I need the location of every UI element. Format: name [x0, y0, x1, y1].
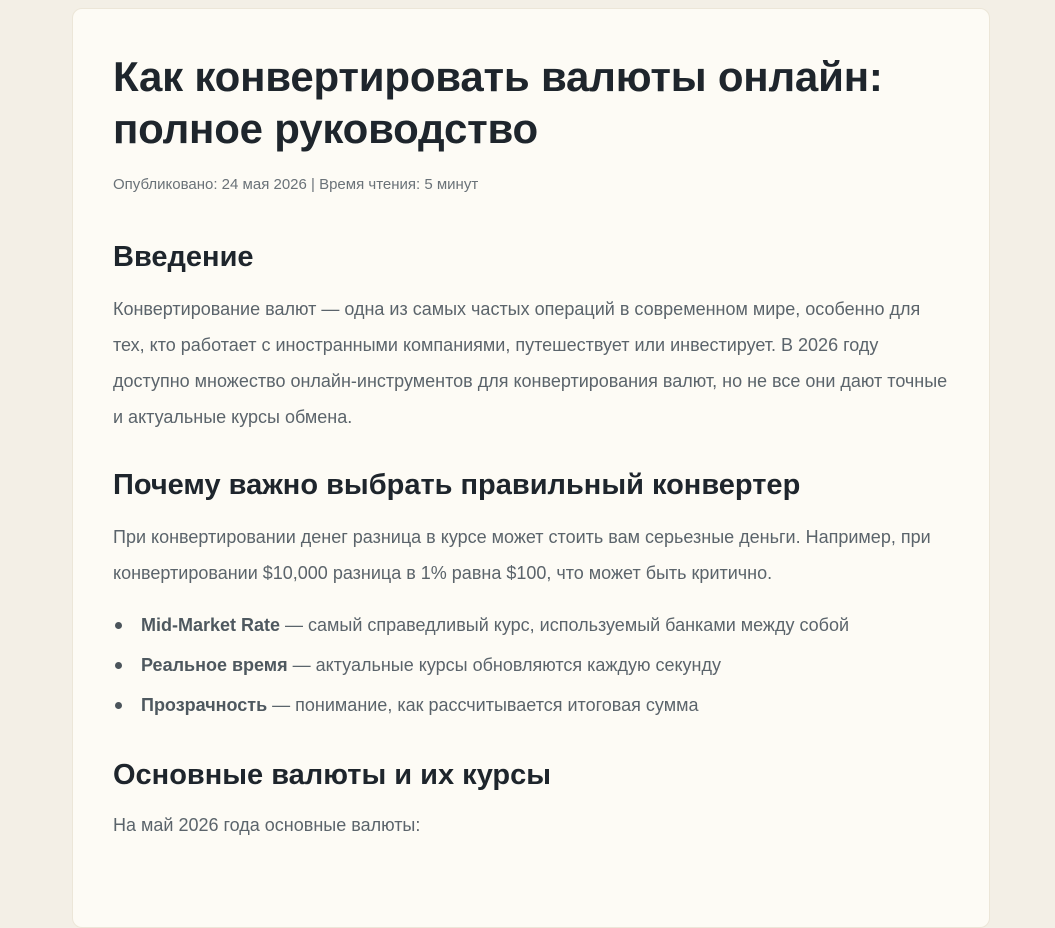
list-item — [113, 685, 949, 725]
section-heading-why: Почему важно выбрать правильный конвертер — [113, 469, 801, 501]
bullet-icon — [115, 622, 122, 629]
article-title: Как конвертировать валюты онлайн: полное руководство — [113, 53, 883, 152]
section-heading-intro: Введение — [113, 241, 254, 273]
list-item-term: Mid-Market Rate — [141, 615, 281, 635]
section-heading-currencies: Основные валюты и их курсы — [113, 759, 552, 791]
why-paragraph: При конвертировании денег разница в курсе может стоить вам серьезные деньги. Например, при конвертировании $10,000 разница в 1% равна $100, что может быть критично. — [113, 527, 931, 583]
list-item-desc: — понимание, как рассчитывается итоговая сумма — [267, 695, 699, 715]
article-card — [72, 8, 990, 928]
bullet-icon — [115, 662, 122, 669]
list-item-desc: — самый справедливый курс, используемый банками между собой — [280, 615, 850, 635]
list-item — [113, 605, 949, 645]
feature-list — [113, 605, 949, 725]
intro-paragraph: Конвертирование валют — одна из самых частых операций в современном мире, особенно для тех, кто работает с иностранными компаниями, путешествует или инвестирует. В 2026 году доступно множество онлайн-инструментов для конвертирования валют, но не все они дают точные и актуальные курсы обмена. — [113, 299, 948, 427]
list-item-desc: — актуальные курсы обновляются каждую секунду — [287, 655, 721, 675]
list-item-term: Реальное время — [141, 655, 288, 675]
list-item-term: Прозрачность — [141, 695, 268, 715]
list-item — [113, 645, 949, 685]
currencies-paragraph: На май 2026 года основные валюты: — [113, 815, 421, 835]
article-meta: Опубликовано: 24 мая 2026 | Время чтения: 5 минут — [113, 176, 479, 193]
bullet-icon — [115, 702, 122, 709]
